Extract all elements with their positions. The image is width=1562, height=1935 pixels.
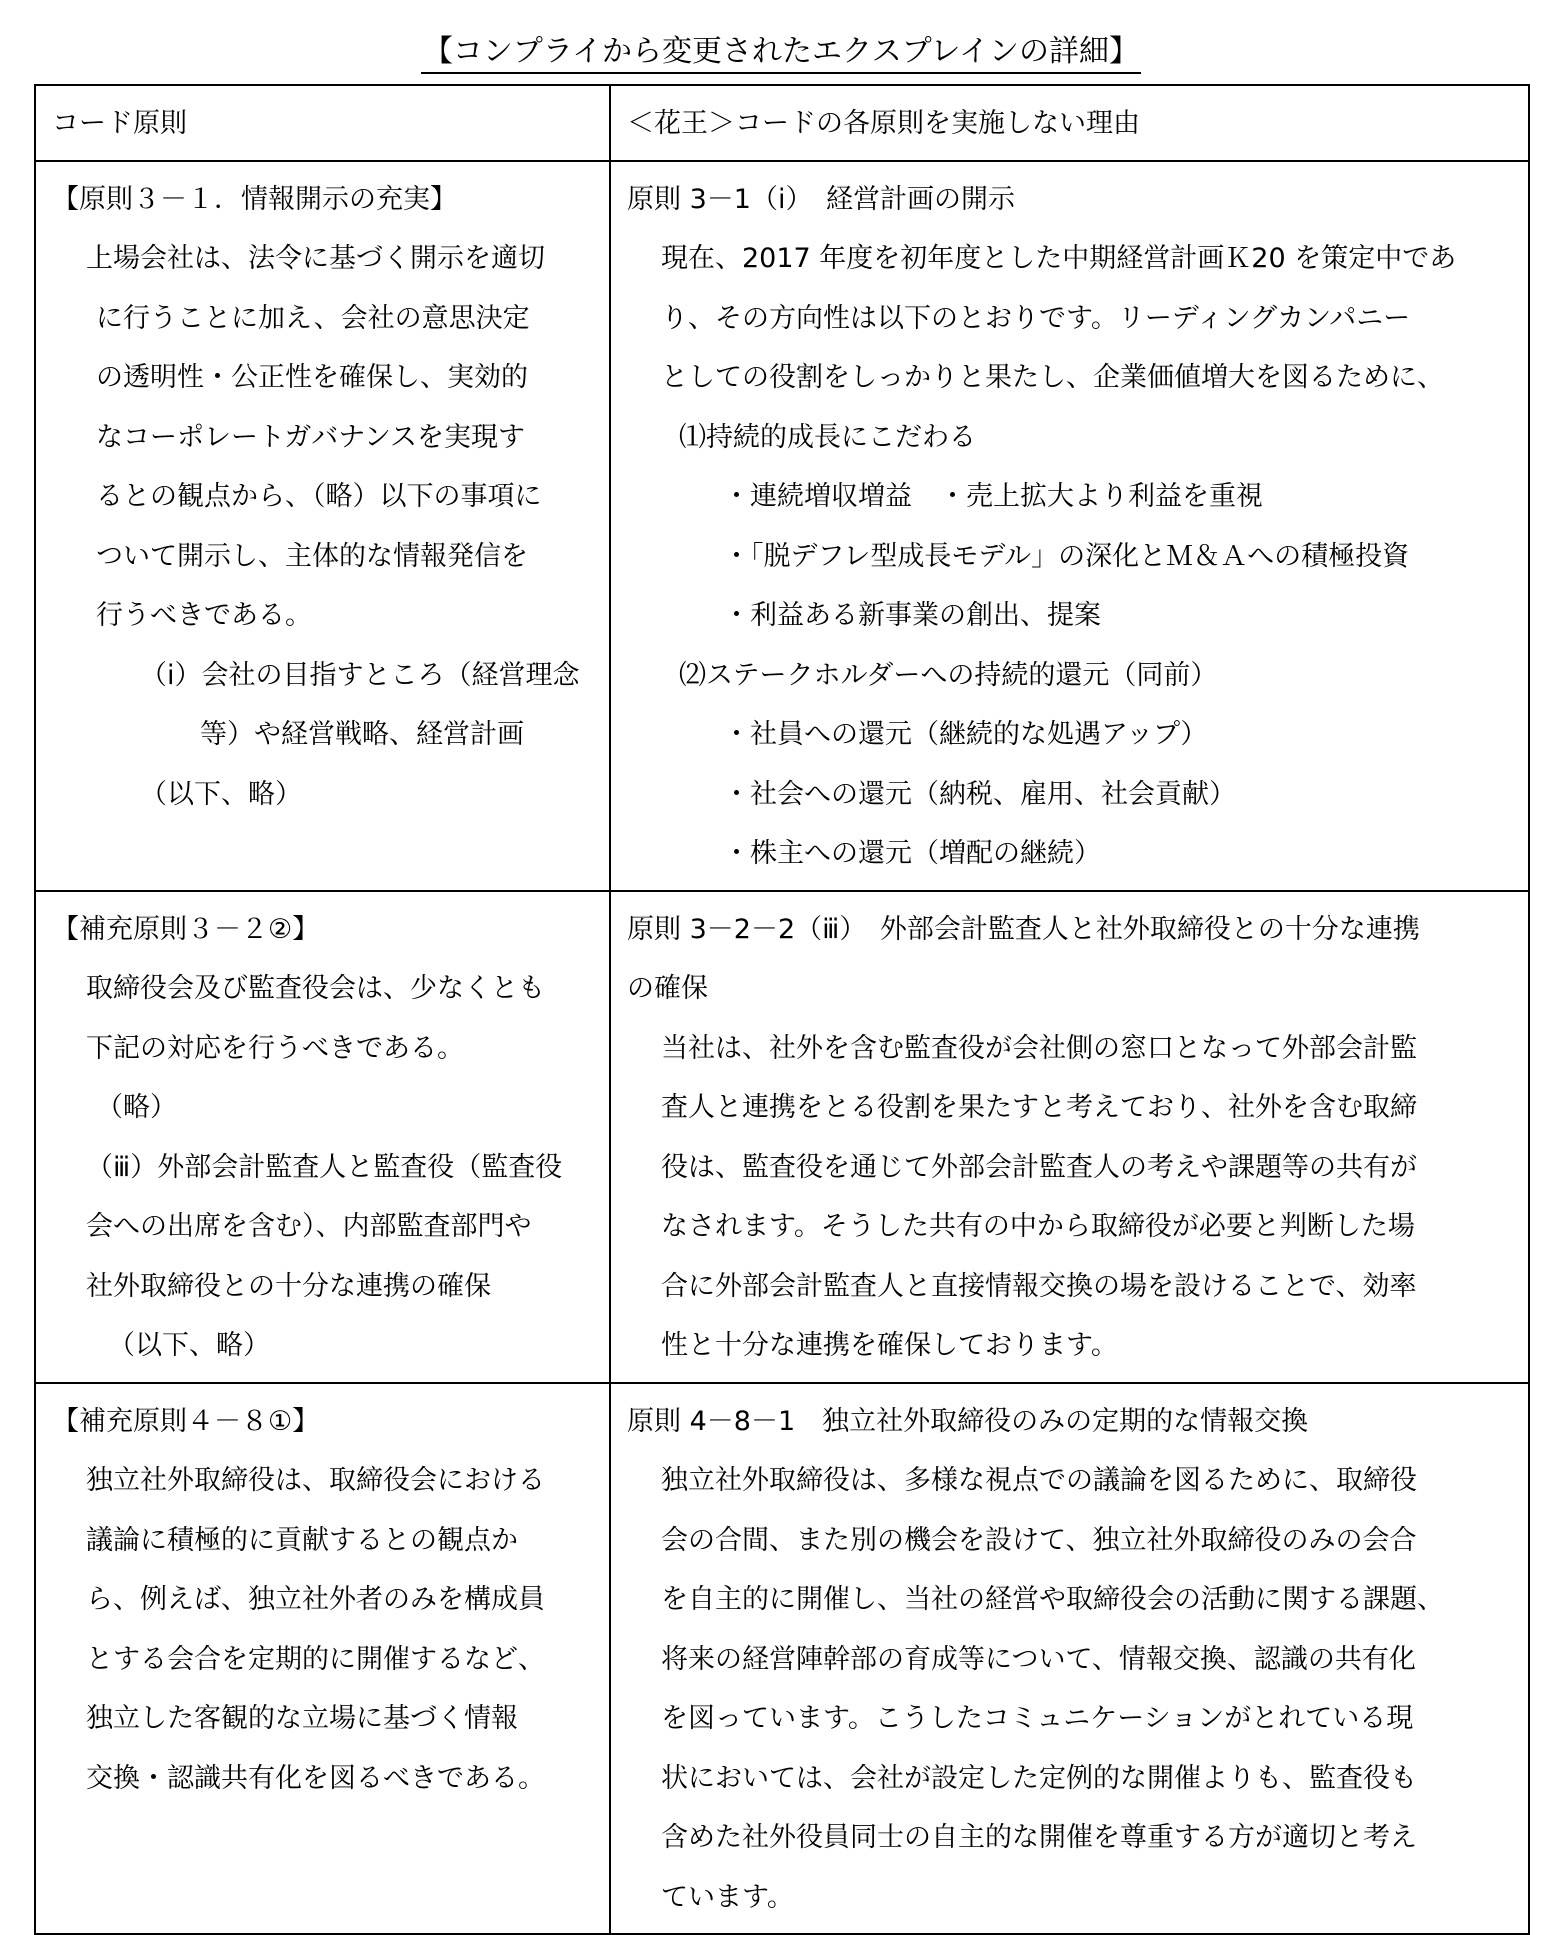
reason-text-line: を自主的に開催し、当社の経営や取締役会の活動に関する課題、 xyxy=(661,1584,1444,1615)
table-row xyxy=(35,161,1529,891)
reason-text-line: 状においては、会社が設定した定例的な開催よりも、監査役も xyxy=(661,1762,1417,1794)
principle-text-line: 議論に積極的に貢献するとの観点か xyxy=(86,1524,518,1556)
principle-text-line: （以下、略） xyxy=(140,778,302,810)
reason-text-line: ・連続増収増益 ・売上拡大より利益を重視 xyxy=(723,481,1263,512)
reason-text-line: ⑵ステークホルダーへの持続的還元（同前） xyxy=(679,659,1218,691)
table-row xyxy=(35,1383,1529,1935)
comparison-table xyxy=(34,84,1530,1935)
reason-cell xyxy=(610,891,1529,1383)
reason-heading: 原則 4－8－1 独立社外取締役のみの定期的な情報交換 xyxy=(627,1405,1309,1437)
reason-text-line: なされます。そうした共有の中から取締役が必要と判断した場 xyxy=(661,1211,1415,1242)
reason-heading-continued: の確保 xyxy=(627,973,708,1004)
principle-text-line: に行うことに加え、会社の意思決定 xyxy=(96,302,530,334)
reason-text-line: 独立社外取締役は、多様な視点での議論を図るために、取締役 xyxy=(661,1465,1417,1496)
reason-cell xyxy=(610,161,1529,891)
reason-text-line: 性と十分な連携を確保しております。 xyxy=(661,1330,1118,1361)
reason-text-line: 査人と連携をとる役割を果たすと考えており、社外を含む取締 xyxy=(661,1092,1417,1123)
principle-heading: 【補充原則３－２②】 xyxy=(52,913,320,945)
table-row xyxy=(35,891,1529,1383)
principle-text-line: るとの観点から、（略）以下の事項に xyxy=(96,481,542,512)
principle-text-line: （略） xyxy=(96,1092,177,1123)
principle-text-line: 交換・認識共有化を図るべきである。 xyxy=(86,1762,545,1794)
reason-text-line: としての役割をしっかりと果たし、企業価値増大を図るために、 xyxy=(661,362,1444,393)
code-principle-cell xyxy=(35,161,610,891)
principle-text-line: ら、例えば、独立社外者のみを構成員 xyxy=(86,1584,545,1615)
reason-cell xyxy=(610,1383,1529,1935)
principle-text-line: 独立した客観的な立場に基づく情報 xyxy=(86,1703,518,1734)
header-code-principle: コード原則 xyxy=(35,85,610,161)
reason-text-line: ています。 xyxy=(661,1881,794,1913)
reason-text-line: 将来の経営陣幹部の育成等について、情報交換、認識の共有化 xyxy=(661,1643,1416,1675)
principle-text-line: 社外取締役との十分な連携の確保 xyxy=(86,1270,491,1302)
reason-text-line: 会の合間、また別の機会を設けて、独立社外取締役のみの会合 xyxy=(661,1524,1417,1556)
principle-text-line: の透明性・公正性を確保し、実効的 xyxy=(96,362,528,393)
principle-text-line: 取締役会及び監査役会は、少なくとも xyxy=(86,973,545,1004)
reason-text-line: 現在、2017 年度を初年度とした中期経営計画Ｋ20 を策定中であ xyxy=(661,243,1457,274)
code-principle-cell xyxy=(35,891,610,1383)
reason-text-line: 当社は、社外を含む監査役が会社側の窓口となって外部会計監 xyxy=(661,1032,1417,1064)
reason-text-line: ・利益ある新事業の創出、提案 xyxy=(723,600,1101,631)
reason-text-line: ・株主への還元（増配の継続） xyxy=(723,838,1101,869)
reason-text-line: を図っています。こうしたコミュニケーションがとれている現 xyxy=(661,1703,1414,1734)
reason-text-line: ・社会への還元（納税、雇用、社会貢献） xyxy=(723,778,1236,810)
principle-text-line: （ⅲ）外部会計監査人と監査役（監査役 xyxy=(86,1151,563,1183)
principle-text-line: 上場会社は、法令に基づく開示を適切 xyxy=(86,243,545,274)
principle-text-line: 行うべきである。 xyxy=(96,600,312,631)
principle-text-line: なコーポレートガバナンスを実現す xyxy=(96,421,526,453)
reason-text-line: 合に外部会計監査人と直接情報交換の場を設けることで、効率 xyxy=(661,1270,1417,1302)
page-title xyxy=(0,30,1562,74)
principle-text-line: 会への出席を含む）、内部監査部門や xyxy=(86,1211,532,1242)
reason-text-line: ・社員への還元（継続的な処遇アップ） xyxy=(723,719,1208,750)
principle-heading: 【補充原則４－８①】 xyxy=(52,1405,320,1437)
reason-text-line: ⑴持続的成長にこだわる xyxy=(679,421,976,453)
reason-text-line: り、その方向性は以下のとおりです。リーディングカンパニー xyxy=(661,302,1411,334)
principle-text-line: （以下、略） xyxy=(108,1330,270,1361)
principle-text-line: ついて開示し、主体的な情報発信を xyxy=(96,540,528,572)
principle-text-line: 下記の対応を行うべきである。 xyxy=(86,1032,464,1064)
principle-text-line: 独立社外取締役は、取締役会における xyxy=(86,1465,545,1496)
page-title-text: 【コンプライから変更されたエクスプレインの詳細】 xyxy=(421,32,1141,74)
reason-text-line: ・「脱デフレ型成長モデル」の深化とＭ＆Ａへの積極投資 xyxy=(723,540,1410,572)
reason-text-line: 役は、監査役を通じて外部会計監査人の考えや課題等の共有が xyxy=(661,1151,1417,1183)
principle-heading: 【原則３－１．情報開示の充実】 xyxy=(52,183,457,215)
reason-text-line: 含めた社外役員同士の自主的な開催を尊重する方が適切と考え xyxy=(661,1822,1417,1853)
principle-text-line: 等）や経営戦略、経営計画 xyxy=(200,719,524,750)
reason-heading: 原則 3－2－2（ⅲ） 外部会計監査人と社外取締役との十分な連携 xyxy=(627,913,1420,945)
principle-text-line: とする会合を定期的に開催するなど、 xyxy=(86,1643,545,1675)
reason-heading: 原則 3－1（ⅰ） 経営計画の開示 xyxy=(627,183,1015,215)
principle-text-line: （ⅰ）会社の目指すところ（経営理念 xyxy=(140,659,580,691)
header-reason: ＜花王＞コードの各原則を実施しない理由 xyxy=(610,85,1529,161)
table-header-row xyxy=(35,85,1529,161)
code-principle-cell xyxy=(35,1383,610,1935)
